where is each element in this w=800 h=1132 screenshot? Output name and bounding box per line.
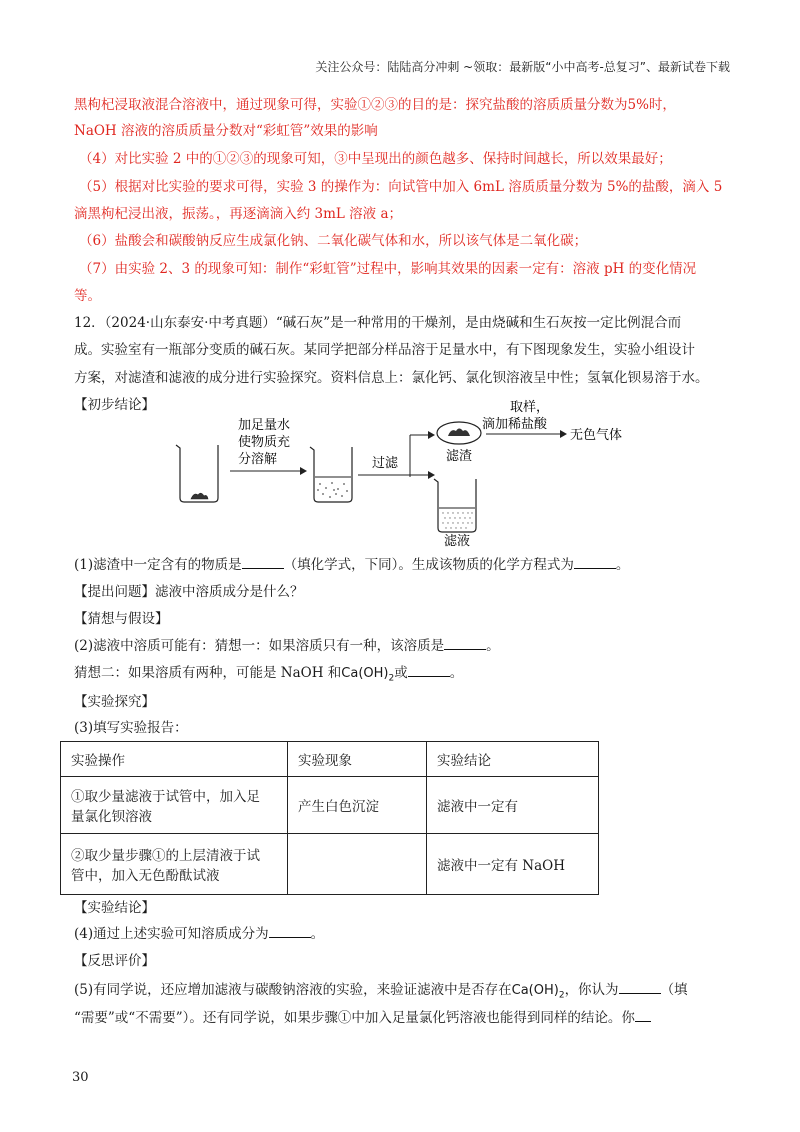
filtrate-label: 滤液 (444, 534, 471, 549)
table-cell: ①取少量滤液于试管中，加入足 量氯化钡溶液 (61, 777, 288, 834)
page-header: 关注公众号：陆陆高分冲刺 ~领取：最新版“小中高考-总复习”、最新试卷下载 (315, 60, 730, 74)
formula-caoh2: $Ca(OH)_2$ (511, 983, 565, 1001)
section-preliminary: 【初步结论】 (74, 397, 155, 413)
answer-blank[interactable] (408, 664, 450, 677)
step2-label-line2: 滴加稀盐酸 (482, 417, 548, 432)
answer-line-5: 滴黑枸杞浸出液，振荡。，再逐滴滴入约 3mL 溶液 a； (74, 206, 403, 222)
section-question: 【提出问题】滤液中溶质成分是什么？ (74, 584, 304, 600)
answer-blank[interactable] (619, 981, 661, 994)
answer-line-3: （4）对比实验 2 中的①②③的现象可知，③中呈现出的颜色越多、保持时间越长，所以效果最好； (79, 151, 672, 167)
question-line-3: 方案，对滤渣和滤液的成分进行实验探究。资料信息上：氯化钙、氯化钡溶液呈中性；氢氧化钡易溶于水。 (74, 370, 709, 386)
arrow-right-icon (428, 431, 435, 439)
beaker-sample-icon (176, 445, 218, 502)
table-row (61, 777, 599, 834)
table-cell[interactable]: 滤液中一定有 (427, 777, 599, 834)
question-1: (1)滤渣中一定含有的物质是 （填化学式，下同）。生成该物质的化学方程式为 。 (74, 557, 630, 573)
hypothesis-2: 猜想二：如果溶质有两种，可能是 NaOH 和$Ca(OH)_2$或 。 (74, 665, 464, 684)
formula-caoh2: $Ca(OH)_2$ (341, 666, 395, 684)
question-2: (2)滤液中溶质可能有：猜想一：如果溶质只有一种，该溶质是 。 (74, 638, 500, 654)
arrow-right-icon (428, 471, 435, 479)
answer-blank[interactable] (444, 637, 486, 650)
question-5: (5)有同学说，还应增加滤液与碳酸钠溶液的实验，来验证滤液中是否存在$Ca(OH)_2$，你认为 （填 (74, 982, 688, 1001)
section-reflection: 【反思评价】 (74, 953, 155, 969)
table-cell: 滤液中一定有 NaOH (427, 834, 599, 895)
answer-line-1: 黑枸杞浸取液混合溶液中，通过现象可得，实验①②③的目的是：探究盐酸的溶质质量分数为5%时， (74, 97, 676, 113)
question-5-cont: “需要”或“不需要”）。还有同学说，如果步骤①中加入足量氯化钙溶液也能得到同样的结论。你 (74, 1009, 651, 1027)
step1-label-line1: 加足量水 (238, 418, 291, 433)
answer-line-8: 等。 (74, 288, 101, 304)
table-row (61, 834, 599, 895)
section-explore: 【实验探究】 (74, 694, 155, 710)
question-4: (4)通过上述实验可知溶质成分为 。 (74, 926, 325, 942)
table-cell[interactable] (288, 834, 427, 895)
answer-line-7: （7）由实验 2、3 的现象可知：制作“彩虹管”过程中，影响其效果的因素一定有：溶液 pH 的变化情况 (79, 261, 697, 277)
table-header: 实验操作 (61, 742, 288, 777)
question-line-1: 12．（2024·山东泰安·中考真题）“碱石灰”是一种常用的干燥剂，是由烧碱和生石灰按一定比例混合而 (74, 315, 682, 331)
filter-label: 过滤 (372, 456, 399, 471)
step2-label-line1: 取样， (510, 400, 550, 415)
answer-blank[interactable] (242, 556, 284, 569)
arrow-right-icon (560, 430, 567, 438)
arrow-right-icon (300, 467, 307, 475)
answer-blank[interactable] (574, 556, 616, 569)
experiment-diagram (160, 395, 640, 550)
section-hypothesis: 【猜想与假设】 (74, 611, 169, 627)
question-3: (3)填写实验报告： (74, 720, 188, 736)
beaker-filtrate-icon (434, 479, 476, 532)
question-line-2: 成。实验室有一瓶部分变质的碱石灰。某同学把部分样品溶于足量水中，有下图现象发生，实验小组设计 (74, 342, 695, 358)
residue-label: 滤渣 (446, 449, 473, 464)
beaker-suspension-icon (310, 447, 352, 502)
answer-line-2: NaOH 溶液的溶质质量分数对“彩虹管”效果的影响 (74, 123, 378, 139)
answer-line-4: （5）根据对比实验的要求可得，实验 3 的操作为：向试管中加入 6mL 溶质质量分数为 5%的盐酸，滴入 5 (79, 179, 723, 195)
section-conclusion: 【实验结论】 (74, 900, 155, 916)
table-header: 实验结论 (427, 742, 599, 777)
table-header: 实验现象 (288, 742, 427, 777)
table-cell: ②取少量步骤①的上层清液于试 管中，加入无色酚酞试液 (61, 834, 288, 895)
step1-label-line2: 使物质充 (238, 435, 291, 450)
answer-line-6: （6）盐酸会和碳酸钠反应生成氯化钠、二氧化碳气体和水，所以该气体是二氧化碳； (79, 233, 588, 249)
table-cell: 产生白色沉淀 (288, 777, 427, 834)
table-header-row (61, 742, 599, 777)
step1-label-line3: 分溶解 (238, 452, 278, 467)
answer-blank[interactable] (635, 1009, 651, 1022)
experiment-report-table (60, 741, 599, 895)
answer-blank[interactable] (269, 925, 311, 938)
gas-label: 无色气体 (570, 428, 623, 443)
page-number: 30 (72, 1070, 89, 1085)
